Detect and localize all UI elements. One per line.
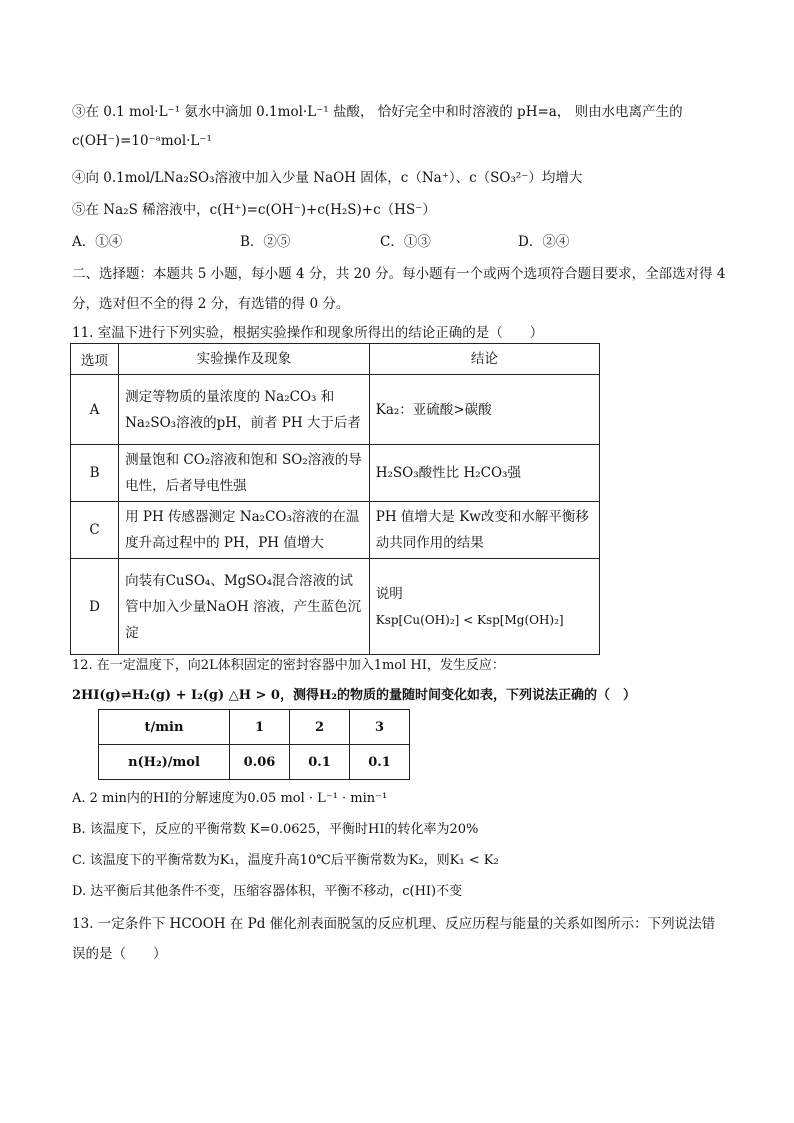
table-cell: 0.1 [290,745,350,780]
conclusion-text: 说明 [375,585,403,602]
table-row [71,445,600,502]
table-row [71,502,600,559]
table-cell: 0.1 [350,745,410,780]
conclusion-cell [369,559,599,655]
table-row [71,559,600,655]
statement-4: ④向 0.1mol/LNa₂SO₃溶液中加入少量 NaOH 固体，c（Na⁺）、c（SO₃²⁻）均增大 [72,170,583,186]
table-header: t/min [99,710,230,745]
conclusion-cell: Ka₂：亚硫酸>碳酸 [369,375,599,445]
section-2-heading-line1: 二、选择题：本题共 5 小题，每小题 4 分，共 20 分。每小题有一个或两个选项符合题目要求，全部选对得 4 [72,266,726,282]
statement-3-line1: ③在 0.1 mol·L⁻¹ 氨水中滴加 0.1mol·L⁻¹ 盐酸， 恰好完全中和时溶液的 pH=a， 则由水电离产生的 [72,104,683,120]
table-header: 选项 [71,344,119,375]
table-cell: 0.06 [230,745,290,780]
option-label: D [71,559,119,655]
option-label: C [71,502,119,559]
table-header: 2 [290,710,350,745]
operation-cell: 测量饱和 CO₂溶液和饱和 SO₂溶液的导电性，后者导电性强 [119,445,370,502]
operation-cell: 用 PH 传感器测定 Na₂CO₃溶液的在温度升高过程中的 PH，PH 值增大 [119,502,370,559]
table-row [71,375,600,445]
option-label: A [71,375,119,445]
question-11-table [70,343,600,655]
option-label: B [71,445,119,502]
operation-cell: 测定等物质的量浓度的 Na₂CO₃ 和 Na₂SO₃溶液的pH，前者 PH 大于后者 [119,375,370,445]
q12-option-a: A. 2 min内的HI的分解速度为0.05 mol · L⁻¹ · min⁻¹ [72,791,388,806]
question-12-stem-line1: 12. 在一定温度下，向2L体积固定的密封容器中加入1mol HI，发生反应： [72,658,505,673]
operation-cell: 向装有CuSO₄、MgSO₄混合溶液的试管中加入少量NaOH 溶液，产生蓝色沉淀 [119,559,370,655]
choice-d: D．②④ [518,234,570,250]
q12-option-b: B. 该温度下，反应的平衡常数 K=0.0625，平衡时HI的转化率为20% [72,822,479,837]
table-header: 结论 [369,344,599,375]
question-13-stem-line1: 13. 一定条件下 HCOOH 在 Pd 催化剂表面脱氢的反应机理、反应历程与能量的关系如图所示：下列说法错 [72,916,716,932]
table-row [99,745,410,780]
statement-5: ⑤在 Na₂S 稀溶液中，c(H⁺)=c(OH⁻)+c(H₂S)+c（HS⁻） [72,202,436,218]
q12-option-c: C. 该温度下的平衡常数为K₁，温度升高10℃后平衡常数为K₂，则K₁ < K₂ [72,853,499,868]
statement-3-line2: c(OH⁻)=10⁻ᵃmol·L⁻¹ [72,133,212,149]
choice-b: B．②⑤ [240,234,291,250]
conclusion-cell: H₂SO₃酸性比 H₂CO₃强 [369,445,599,502]
question-12-stem-line2: 2HI(g)⇌H₂(g) + I₂(g) △H > 0，测得H₂的物质的量随时间变化如表，下列说法正确的（ ） [72,688,636,703]
question-13-stem-line2: 误的是（ ） [72,946,167,962]
section-2-heading-line2: 分，选对但不全的得 2 分，有选错的得 0 分。 [72,296,350,312]
table-header: 实验操作及现象 [119,344,370,375]
q12-option-d: D. 达平衡后其他条件不变，压缩容器体积，平衡不移动，c(HI)不变 [72,884,463,899]
ksp-inequality: Ksp[Cu(OH)₂] < Ksp[Mg(OH)₂] [375,612,564,627]
choice-a: A．①④ [72,234,123,250]
question-11-stem: 11. 室温下进行下列实验，根据实验操作和现象所得出的结论正确的是（ ） [72,325,544,341]
table-header: 3 [350,710,410,745]
question-12-table [98,709,410,780]
choice-c: C．①③ [380,234,431,250]
conclusion-cell: PH 值增大是 Kw改变和水解平衡移动共同作用的结果 [369,502,599,559]
table-header: 1 [230,710,290,745]
row-label: n(H₂)/mol [99,745,230,780]
